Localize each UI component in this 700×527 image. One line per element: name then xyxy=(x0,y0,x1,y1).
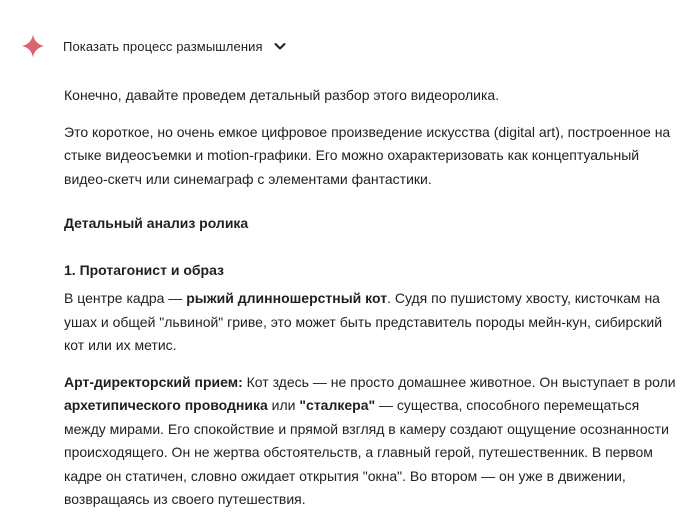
protagonist-text: . Судя по пушистому хвосту, кисточкам на ушах и общей "львиной" гриве, это может быть представитель породы мейн-кун, сибирский кот или их метис. xyxy=(64,290,663,353)
intro-paragraph: Конечно, давайте проведем детальный разбор этого видеоролика. xyxy=(64,87,500,103)
response-body xyxy=(64,84,684,512)
show-thinking-label: Показать процесс размышления xyxy=(63,38,263,54)
protagonist-text: В центре кадра — xyxy=(64,290,187,306)
art-director-bold: "сталкера" xyxy=(299,397,376,413)
art-director-text: или xyxy=(267,397,300,413)
art-director-text: Кот здесь — не просто домашнее животное. Он выступает в роли xyxy=(242,373,676,390)
show-thinking-toggle[interactable] xyxy=(63,39,287,54)
art-director-paragraph xyxy=(64,371,684,512)
art-director-text: — существа, способного перемещаться между мирами. Его спокойствие и прямой взгляд в камеру создают ощущение осознанности происходящего. Он не жертва обстоятельств, а главный герой, путешественник. В первом кадре он статичен, словно ожидает открытия "окна". Во втором — он уже в движении, возвращаясь из своего путешествия. xyxy=(64,397,669,507)
art-director-bold: архетипического проводника xyxy=(64,397,268,413)
overview-paragraph: Это короткое, но очень емкое цифровое произведение искусства (digital art), построенное на стыке видеосъемки и motion-графики. Его можно охарактеризовать как концептуальный видео-скетч или синемаграф с элементами фантастики. xyxy=(64,123,671,187)
gemini-sparkle-icon xyxy=(20,33,46,59)
subsection-heading: 1. Протагонист и образ xyxy=(64,261,224,278)
response-header xyxy=(20,32,287,60)
section-heading: Детальный анализ ролика xyxy=(64,215,249,231)
art-director-label: Арт-директорский прием: xyxy=(64,373,243,390)
chevron-down-icon xyxy=(273,39,287,53)
protagonist-bold: рыжий длинношерстный кот xyxy=(186,290,388,306)
protagonist-paragraph xyxy=(64,287,684,358)
